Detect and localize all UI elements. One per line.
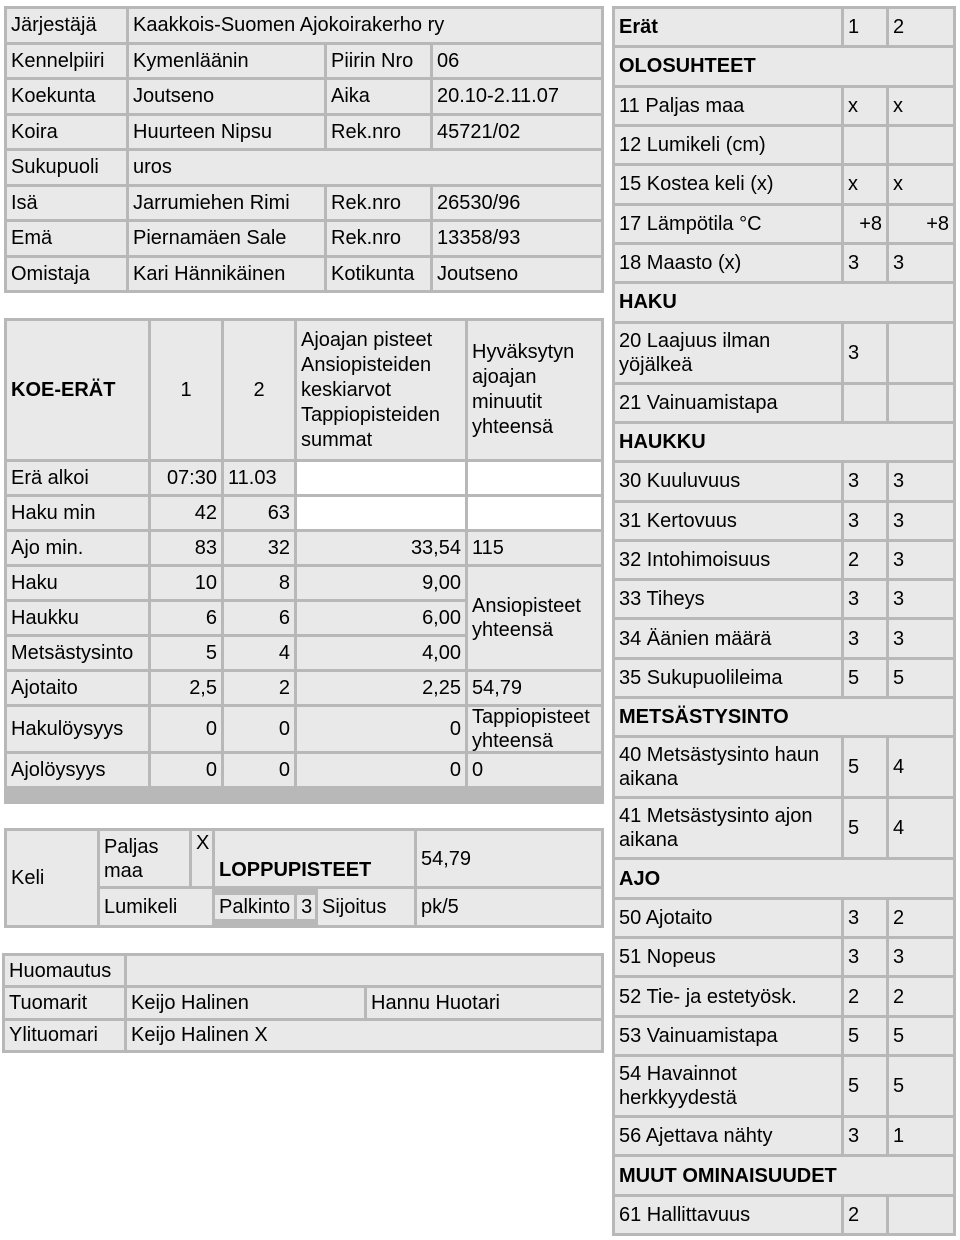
ajoloysyys-1: 0 <box>151 754 221 786</box>
info-value: 06 <box>433 45 601 78</box>
haku-2: 8 <box>224 567 294 599</box>
empty-cell <box>297 462 465 494</box>
criterion-label: 33 Tiheys <box>615 581 841 617</box>
tappiopisteet-label: Tappiopisteet yhteensä <box>468 707 601 751</box>
criterion-label: 30 Kuuluvuus <box>615 463 841 499</box>
criterion-label: 34 Äänien määrä <box>615 620 841 656</box>
criterion-value-2: 5 <box>889 660 953 696</box>
criterion-value-2: 3 <box>889 581 953 617</box>
haukku-label: Haukku <box>7 602 148 634</box>
criterion-value-2: 3 <box>889 620 953 656</box>
paljas-maa-label: Paljas maa <box>100 831 189 886</box>
haukku-avg: 6,00 <box>297 602 465 634</box>
criterion-label: 51 Nopeus <box>615 939 841 975</box>
criterion-value-2: 1 <box>889 1118 953 1154</box>
criterion-value-1: 3 <box>844 620 886 656</box>
info-label: Rek.nro <box>327 116 430 149</box>
info-value: Kymenläänin <box>129 45 324 78</box>
erat-header-label: Erät <box>615 9 841 45</box>
loppupisteet-value: 54,79 <box>417 831 601 886</box>
hyvaksytyn-header: Hyväksytyn ajoajan minuutit yhteensä <box>468 321 601 459</box>
evaluation-table <box>612 6 956 1236</box>
info-value: 45721/02 <box>433 116 601 149</box>
ajo-min-2: 32 <box>224 532 294 564</box>
criterion-label: 32 Intohimoisuus <box>615 542 841 578</box>
criterion-label: 31 Kertovuus <box>615 503 841 539</box>
ajo-min-total: 115 <box>468 532 601 564</box>
criterion-value-2: 5 <box>889 1018 953 1054</box>
criterion-label: 21 Vainuamistapa <box>615 385 841 421</box>
criterion-value-1: 5 <box>844 1018 886 1054</box>
ylituomari-label: Ylituomari <box>5 1021 124 1050</box>
criterion-value-2 <box>889 1197 953 1233</box>
info-value: Jarrumiehen Rimi <box>129 187 324 220</box>
info-label: Rek.nro <box>327 187 430 220</box>
criterion-label: 53 Vainuamistapa <box>615 1018 841 1054</box>
criterion-value-1: 5 <box>844 1057 886 1115</box>
info-value: 26530/96 <box>433 187 601 220</box>
criterion-value-1: 3 <box>844 245 886 281</box>
hakuloysyys-2: 0 <box>224 707 294 751</box>
section-heading: MUUT OMINAISUUDET <box>615 1157 953 1193</box>
info-value: Piernamäen Sale <box>129 222 324 255</box>
haukku-1: 6 <box>151 602 221 634</box>
haku-1: 10 <box>151 567 221 599</box>
tuomari-2: Hannu Huotari <box>367 988 601 1017</box>
palkinto-label: Palkinto <box>215 895 294 919</box>
criterion-value-1: 3 <box>844 463 886 499</box>
ajotaito-avg: 2,25 <box>297 672 465 704</box>
criterion-value-1: 3 <box>844 324 886 382</box>
criterion-value-1: 3 <box>844 1118 886 1154</box>
sijoitus-label: Sijoitus <box>318 889 414 925</box>
empty-cell <box>468 497 601 529</box>
criterion-label: 12 Lumikeli (cm) <box>615 127 841 163</box>
era-2-header: 2 <box>224 321 294 459</box>
era-1-header: 1 <box>844 9 886 45</box>
criterion-value-2 <box>889 385 953 421</box>
dog-info-table <box>4 6 604 293</box>
criterion-value-1: 5 <box>844 799 886 857</box>
ajotaito-1: 2,5 <box>151 672 221 704</box>
criterion-value-1: 2 <box>844 542 886 578</box>
sijoitus-value: pk/5 <box>417 889 601 925</box>
ansiopisteet-label: Ansiopisteet yhteensä <box>468 567 601 669</box>
criterion-value-2 <box>889 324 953 382</box>
huomautus-value <box>127 956 601 985</box>
info-value: Kari Hännikäinen <box>129 258 324 291</box>
criterion-label: 61 Hallittavuus <box>615 1197 841 1233</box>
info-label: Piirin Nro <box>327 45 430 78</box>
criterion-value-2 <box>889 127 953 163</box>
criterion-value-1: 3 <box>844 900 886 936</box>
ajoloysyys-sum: 0 <box>297 754 465 786</box>
info-value: uros <box>129 151 601 184</box>
era-2-header: 2 <box>889 9 953 45</box>
info-label: Omistaja <box>7 258 126 291</box>
koe-erat-table <box>4 318 604 804</box>
criterion-value-2: 3 <box>889 542 953 578</box>
section-heading: METSÄSTYSINTO <box>615 699 953 735</box>
hakuloysyys-sum: 0 <box>297 707 465 751</box>
info-label: Koira <box>7 116 126 149</box>
criterion-value-1: +8 <box>844 206 886 242</box>
haku-min-2: 63 <box>224 497 294 529</box>
ajoloysyys-label: Ajolöysyys <box>7 754 148 786</box>
info-label: Sukupuoli <box>7 151 126 184</box>
criterion-value-2: 3 <box>889 503 953 539</box>
ylituomari-value: Keijo Halinen X <box>127 1021 601 1050</box>
lumikeli-label: Lumikeli <box>100 889 212 925</box>
section-heading: AJO <box>615 860 953 896</box>
tuomari-1: Keijo Halinen <box>127 988 364 1017</box>
criterion-value-1 <box>844 385 886 421</box>
section-heading: HAUKKU <box>615 424 953 460</box>
haukku-2: 6 <box>224 602 294 634</box>
criterion-value-2: 4 <box>889 799 953 857</box>
metsastysinto-2: 4 <box>224 637 294 669</box>
criterion-label: 54 Havainnot herkkyydestä <box>615 1057 841 1115</box>
ajo-min-1: 83 <box>151 532 221 564</box>
info-label: Koekunta <box>7 80 126 113</box>
criterion-value-1: 3 <box>844 939 886 975</box>
era-alkoi-1: 07:30 <box>151 462 221 494</box>
criterion-value-1: 2 <box>844 1197 886 1233</box>
info-value: Joutseno <box>433 258 601 291</box>
era-alkoi-2: 11.03 <box>224 462 294 494</box>
criterion-value-2: 2 <box>889 978 953 1014</box>
info-label: Aika <box>327 80 430 113</box>
metsastysinto-1: 5 <box>151 637 221 669</box>
palkinto-value: 3 <box>297 895 315 919</box>
era-alkoi-label: Erä alkoi <box>7 462 148 494</box>
ajotaito-2: 2 <box>224 672 294 704</box>
criterion-label: 50 Ajotaito <box>615 900 841 936</box>
section-heading: HAKU <box>615 284 953 320</box>
criterion-value-1: 3 <box>844 581 886 617</box>
criterion-label: 15 Kostea keli (x) <box>615 166 841 202</box>
criterion-value-2: 3 <box>889 939 953 975</box>
criterion-label: 11 Paljas maa <box>615 88 841 124</box>
info-label: Kotikunta <box>327 258 430 291</box>
hakuloysyys-label: Hakulöysyys <box>7 707 148 751</box>
info-label: Järjestäjä <box>7 9 126 42</box>
criterion-label: 20 Laajuus ilman yöjälkeä <box>615 324 841 382</box>
criterion-value-2: x <box>889 166 953 202</box>
info-value: Joutseno <box>129 80 324 113</box>
empty-cell <box>297 497 465 529</box>
section-heading: OLOSUHTEET <box>615 48 953 84</box>
paljas-maa-value: X <box>192 831 212 886</box>
tuomarit-label: Tuomarit <box>5 988 124 1017</box>
haku-min-label: Haku min <box>7 497 148 529</box>
keli-table <box>4 828 604 928</box>
ansiopisteet-total: 54,79 <box>468 672 601 704</box>
info-value: Huurteen Nipsu <box>129 116 324 149</box>
info-label: Isä <box>7 187 126 220</box>
criterion-label: 41 Metsästysinto ajon aikana <box>615 799 841 857</box>
criterion-value-2: x <box>889 88 953 124</box>
criterion-label: 17 Lämpötila °C <box>615 206 841 242</box>
haku-avg: 9,00 <box>297 567 465 599</box>
ajoloysyys-2: 0 <box>224 754 294 786</box>
info-label: Emä <box>7 222 126 255</box>
keli-label: Keli <box>7 831 97 925</box>
criterion-label: 40 Metsästysinto haun aikana <box>615 738 841 796</box>
criterion-label: 18 Maasto (x) <box>615 245 841 281</box>
criterion-value-1: x <box>844 88 886 124</box>
criterion-value-2: 2 <box>889 900 953 936</box>
metsastysinto-label: Metsästysinto <box>7 637 148 669</box>
ajoajan-pisteet-header: Ajoajan pisteet Ansiopisteiden keskiarvot Tappiopisteiden summat <box>297 321 465 459</box>
criterion-value-1: 5 <box>844 738 886 796</box>
tappiopisteet-total: 0 <box>468 754 601 786</box>
criterion-value-1: 2 <box>844 978 886 1014</box>
era-1-header: 1 <box>151 321 221 459</box>
criterion-label: 56 Ajettava nähty <box>615 1118 841 1154</box>
criterion-label: 52 Tie- ja estetyösk. <box>615 978 841 1014</box>
empty-cell <box>468 462 601 494</box>
criterion-value-2: 4 <box>889 738 953 796</box>
criterion-value-2: 5 <box>889 1057 953 1115</box>
criterion-value-2: +8 <box>889 206 953 242</box>
criterion-label: 35 Sukupuolileima <box>615 660 841 696</box>
haku-min-1: 42 <box>151 497 221 529</box>
loppupisteet-label: LOPPUPISTEET <box>215 831 414 886</box>
criterion-value-1 <box>844 127 886 163</box>
metsastysinto-avg: 4,00 <box>297 637 465 669</box>
criterion-value-1: 5 <box>844 660 886 696</box>
info-value: 13358/93 <box>433 222 601 255</box>
ajotaito-label: Ajotaito <box>7 672 148 704</box>
criterion-value-2: 3 <box>889 245 953 281</box>
haku-label: Haku <box>7 567 148 599</box>
criterion-value-2: 3 <box>889 463 953 499</box>
info-value: 20.10-2.11.07 <box>433 80 601 113</box>
judges-table <box>2 953 604 1053</box>
info-label: Rek.nro <box>327 222 430 255</box>
ajo-min-label: Ajo min. <box>7 532 148 564</box>
info-label: Kennelpiiri <box>7 45 126 78</box>
palkinto-cell <box>215 889 315 925</box>
info-value: Kaakkois-Suomen Ajokoirakerho ry <box>129 9 601 42</box>
criterion-value-1: x <box>844 166 886 202</box>
ajo-min-avg: 33,54 <box>297 532 465 564</box>
criterion-value-1: 3 <box>844 503 886 539</box>
huomautus-label: Huomautus <box>5 956 124 985</box>
hakuloysyys-1: 0 <box>151 707 221 751</box>
koe-erat-title: KOE-ERÄT <box>7 321 148 459</box>
